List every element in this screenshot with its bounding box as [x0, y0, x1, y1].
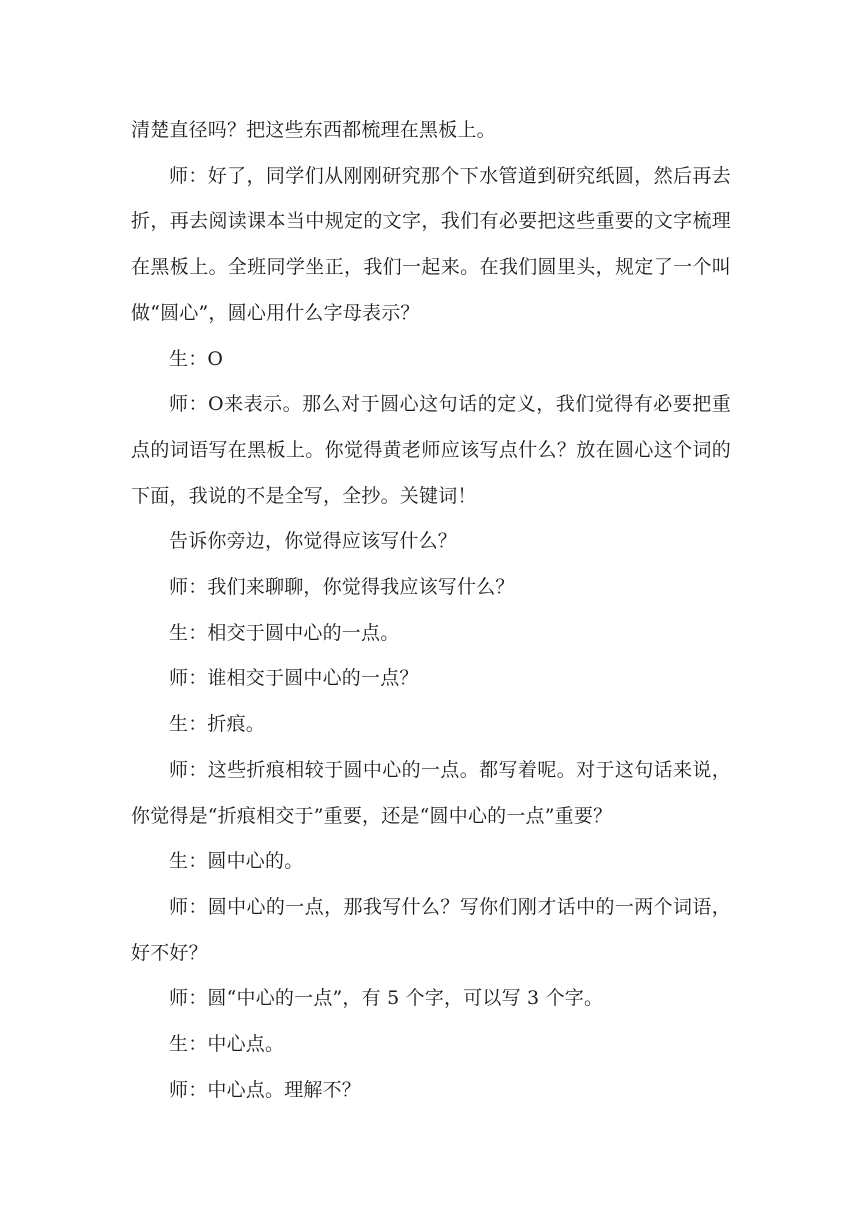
paragraph: 师：谁相交于圆中心的一点？	[169, 667, 419, 690]
paragraph: 师：这些折痕相较于圆中心的一点。都写着呢。对于这句话来说，你觉得是“折痕相交于”重要，还是“圆中心的一点”重要？	[131, 758, 731, 827]
paragraph: 清楚直径吗？把这些东西都梳理在黑板上。	[131, 119, 496, 141]
paragraph: 师：我们来聊聊，你觉得我应该写什么？	[169, 576, 515, 599]
paragraph: 生：中心点。	[169, 1033, 285, 1056]
document-body	[131, 108, 731, 1113]
paragraph: 师：圆“中心的一点”，有 5 个字，可以写 3 个字。	[169, 987, 604, 1010]
paragraph: 生：O	[169, 347, 224, 370]
paragraph: 生：圆中心的。	[169, 850, 304, 873]
paragraph: 师：好了，同学们从刚刚研究那个下水管道到研究纸圆，然后再去折，再去阅读课本当中规定的文字，我们有必要把这些重要的文字梳理在黑板上。全班同学坐正，我们一起来。在我们圆里头，规定了一个叫做“圆心”，圆心用什么字母表示？	[131, 164, 731, 324]
paragraph: 告诉你旁边，你觉得应该写什么？	[169, 530, 458, 553]
paragraph: 师：中心点。理解不？	[169, 1078, 362, 1101]
paragraph: 师：O来表示。那么对于圆心这句话的定义，我们觉得有必要把重点的词语写在黑板上。你觉得黄老师应该写点什么？放在圆心这个词的下面，我说的不是全写，全抄。关键词！	[131, 393, 731, 507]
paragraph: 师：圆中心的一点，那我写什么？写你们刚才话中的一两个词语，好不好？	[131, 895, 731, 964]
paragraph: 生：折痕。	[169, 713, 266, 736]
paragraph: 生：相交于圆中心的一点。	[169, 621, 400, 644]
